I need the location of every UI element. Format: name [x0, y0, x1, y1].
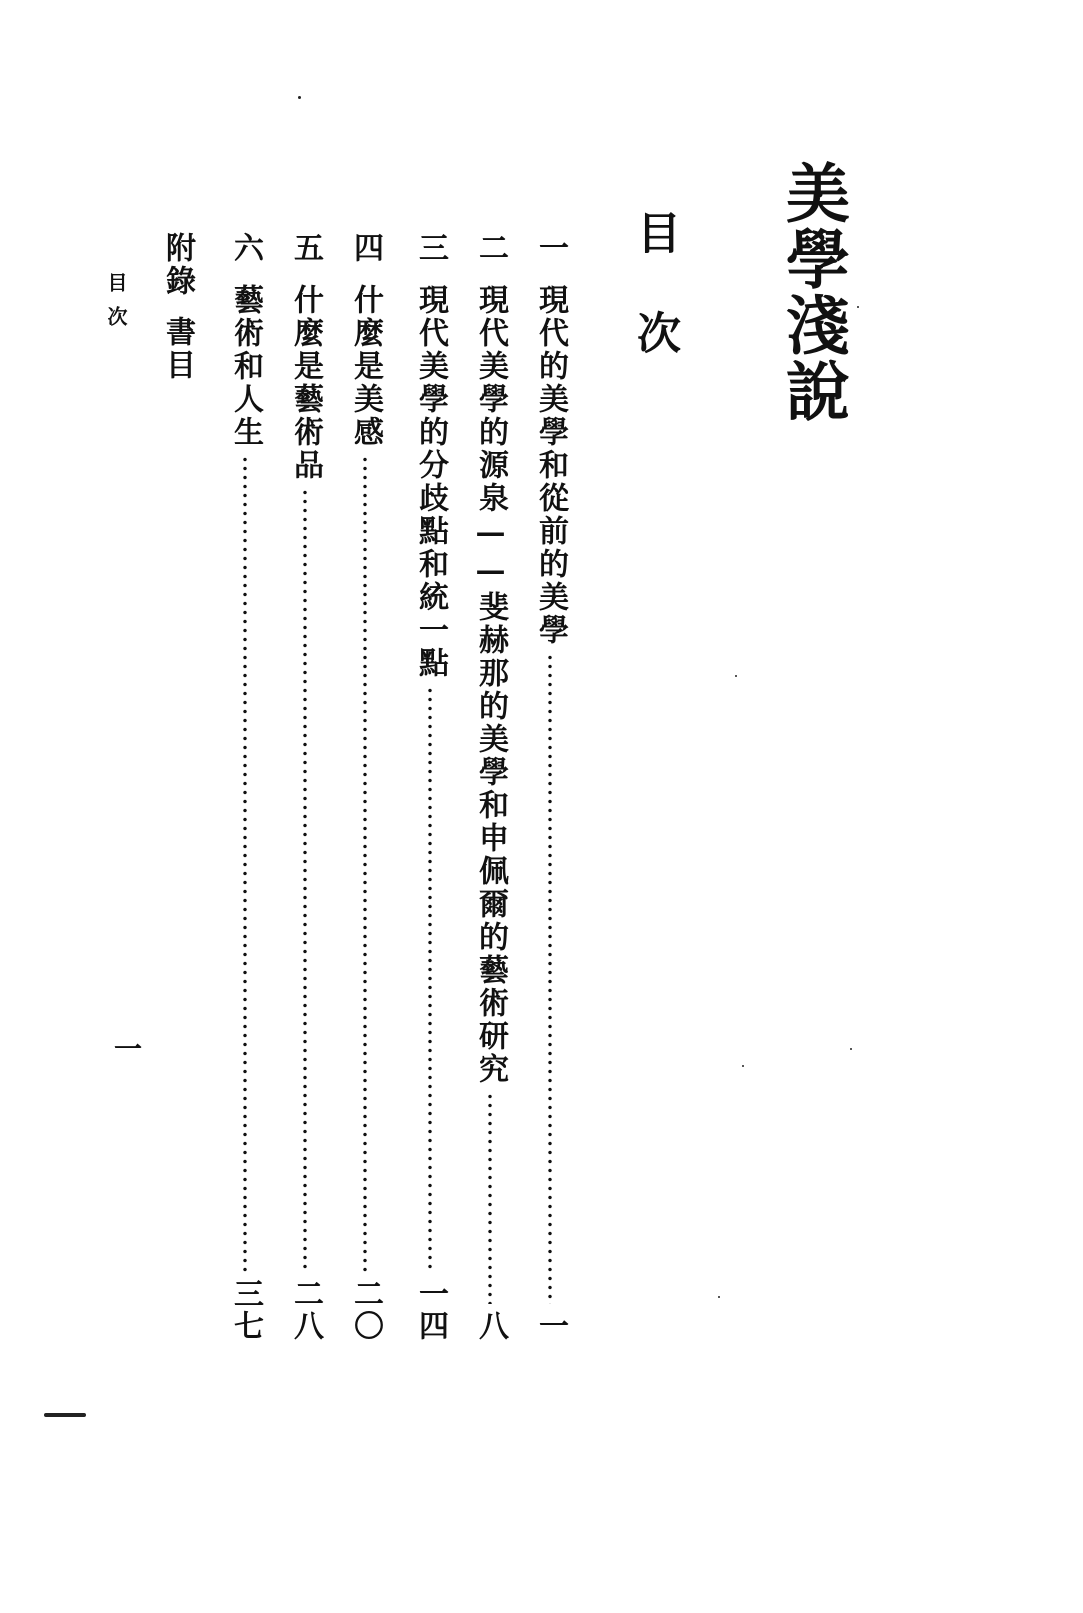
book-title: 美學淺說 — [775, 160, 850, 424]
scan-speck — [850, 1048, 852, 1050]
scan-speck — [718, 1296, 720, 1298]
page-folio: 一 — [110, 1034, 143, 1062]
toc-entry-page: 三七 — [228, 1278, 263, 1342]
toc-entry-3[interactable] — [410, 232, 450, 1342]
toc-appendix[interactable] — [160, 232, 195, 382]
scan-speck — [857, 306, 859, 308]
toc-entry-page: 一 — [533, 1310, 568, 1342]
toc-entry-6[interactable] — [225, 232, 265, 1342]
scan-edge-mark — [44, 1413, 86, 1417]
dot-leader — [303, 488, 307, 1272]
dot-leader — [428, 686, 432, 1272]
running-head: 目次 — [104, 272, 128, 340]
scan-speck — [735, 675, 737, 677]
toc-entry-title: 什麼是美感 — [348, 284, 383, 449]
toc-entry-5[interactable] — [285, 232, 325, 1342]
scan-speck — [742, 1065, 744, 1067]
toc-entry-title: 藝術和人生 — [228, 284, 263, 449]
toc-entry-number: 五 — [288, 232, 323, 262]
toc-entry-title: 現代美學的分歧點和統一點 — [413, 284, 448, 680]
appendix-label: 附錄 — [160, 232, 195, 298]
toc-entry-number: 六 — [228, 232, 263, 262]
toc-entry-number: 二 — [473, 232, 508, 262]
appendix-title: 書目 — [160, 316, 195, 382]
dot-leader — [243, 455, 247, 1272]
toc-heading: 目次 — [629, 210, 680, 410]
scan-speck — [298, 96, 301, 99]
toc-entry-number: 三 — [413, 232, 448, 262]
dot-leader — [548, 653, 552, 1304]
toc-entry-1[interactable] — [530, 232, 570, 1342]
dot-leader — [363, 455, 367, 1272]
toc-entry-number: 一 — [533, 232, 568, 262]
toc-entry-page: 八 — [473, 1310, 508, 1342]
toc-entry-number: 四 — [348, 232, 383, 262]
dot-leader — [488, 1092, 492, 1304]
toc-entry-2[interactable] — [470, 232, 510, 1342]
toc-entry-title: 現代的美學和從前的美學 — [533, 284, 568, 647]
toc-entry-page: 二八 — [288, 1278, 323, 1342]
toc-entry-title: 現代美學的源泉——斐赫那的美學和申佩爾的藝術研究 — [473, 284, 508, 1086]
toc-entry-page: 一四 — [413, 1278, 448, 1342]
toc-entry-page: 二〇 — [348, 1278, 383, 1342]
toc-entry-title: 什麼是藝術品 — [288, 284, 323, 482]
toc-entry-4[interactable] — [345, 232, 385, 1342]
